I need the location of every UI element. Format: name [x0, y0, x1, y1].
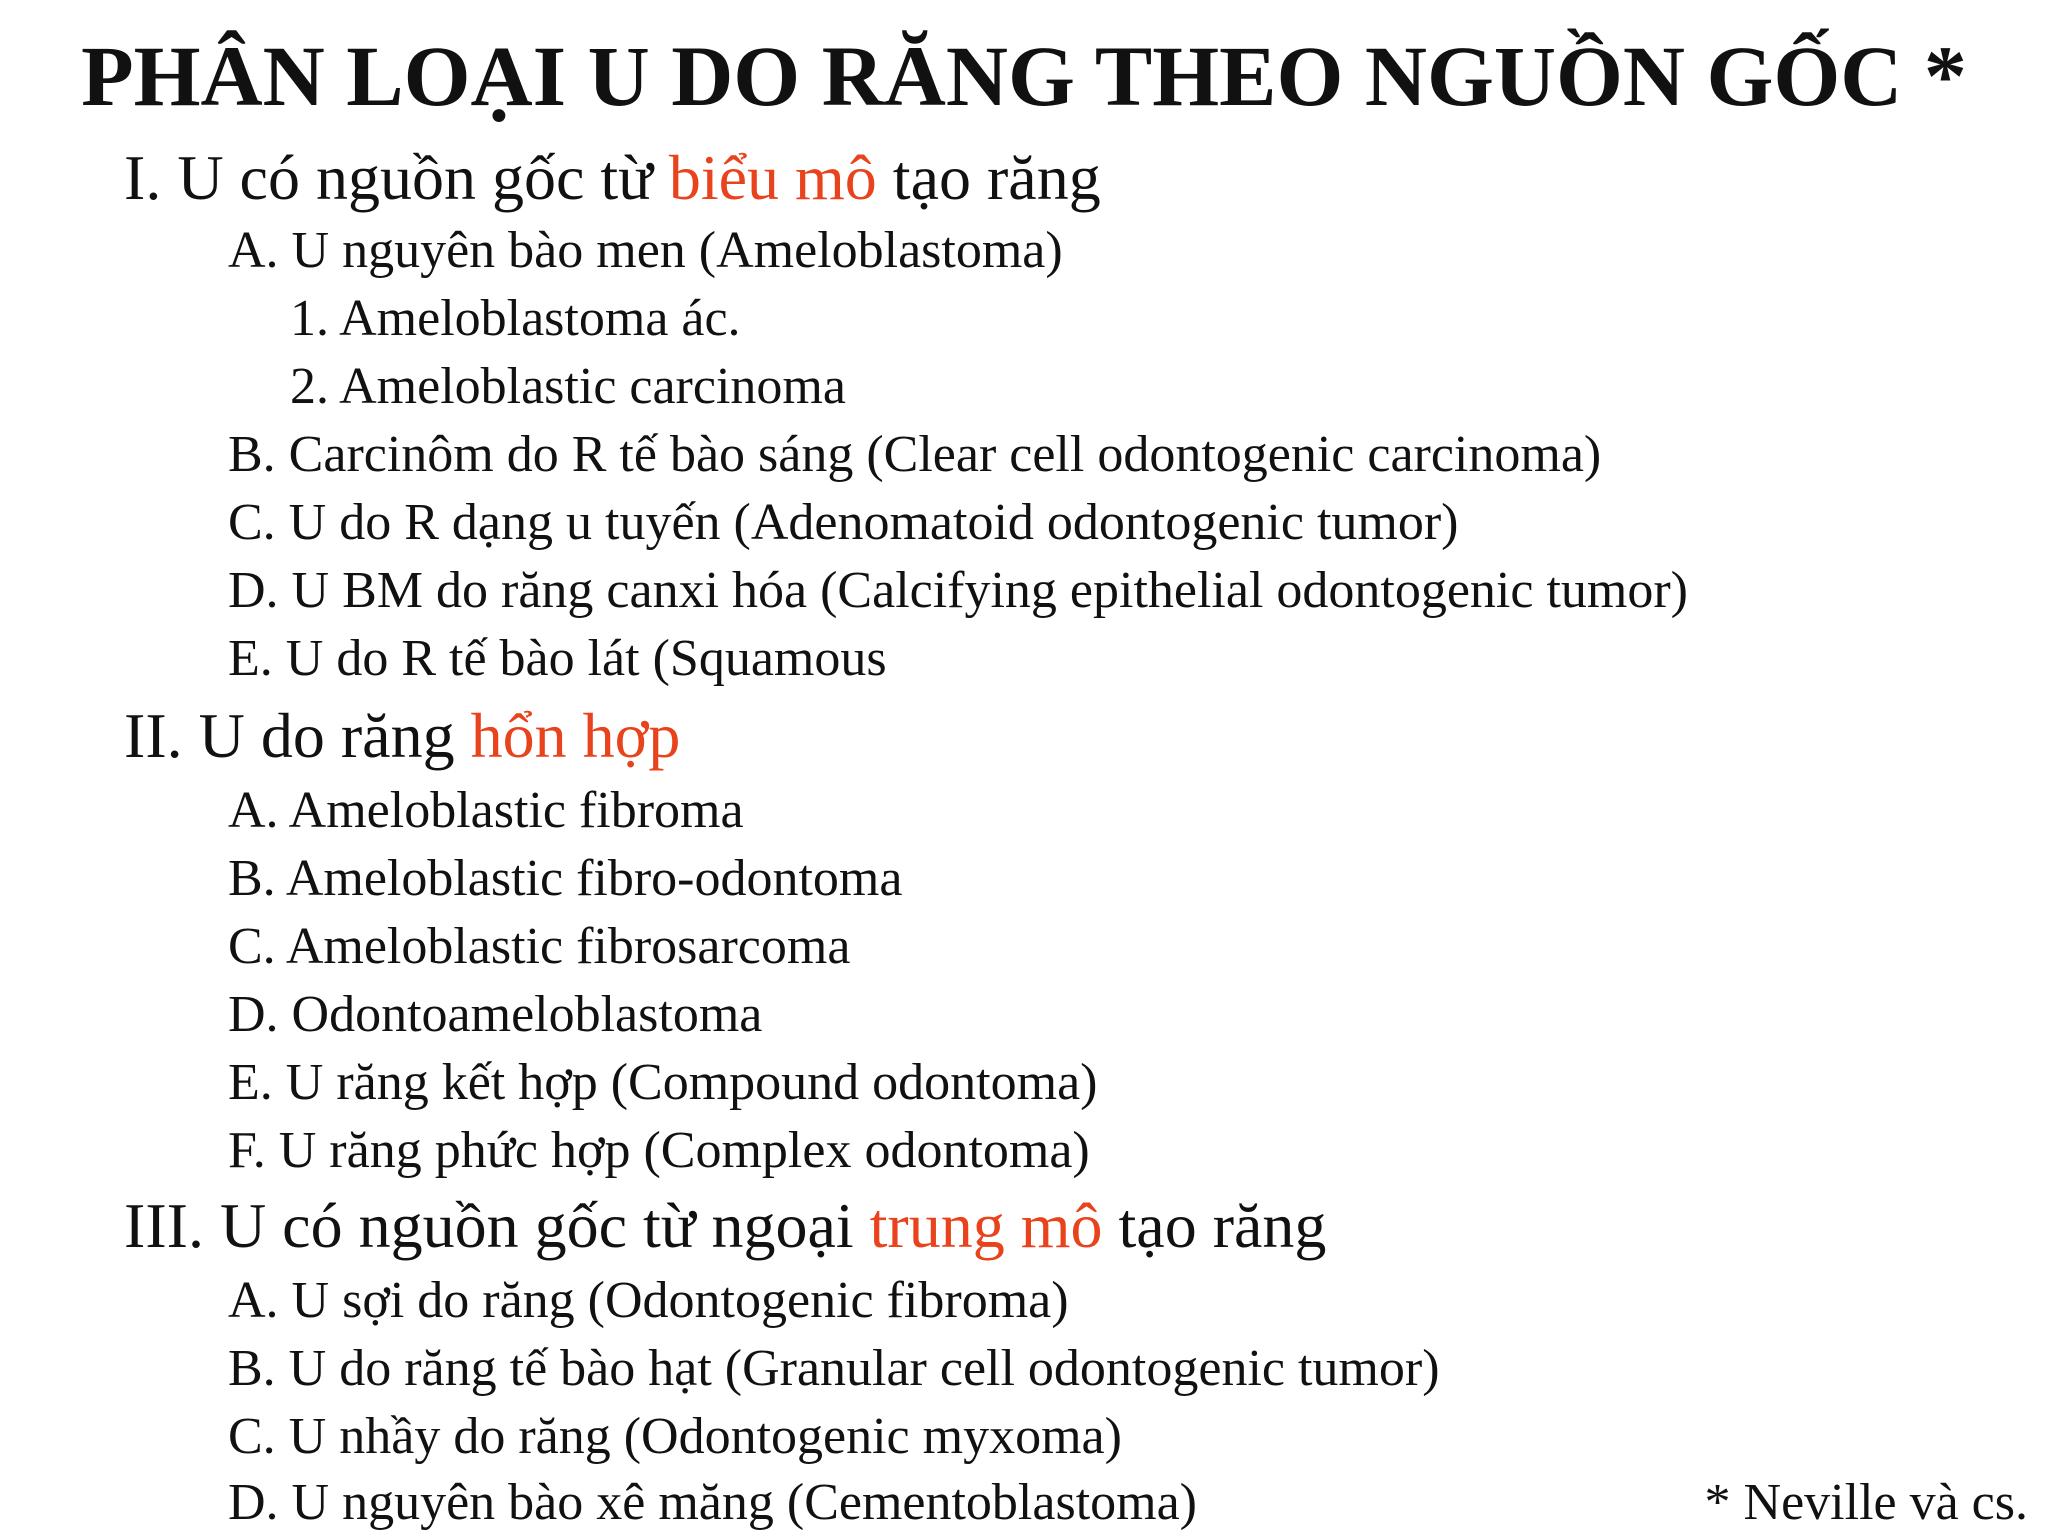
section-heading-suffix: tạo răng: [876, 142, 1101, 213]
section-heading-highlight: trung mô: [869, 1190, 1103, 1261]
list-item: D. Odontoameloblastoma: [228, 986, 763, 1043]
list-item: A. U nguyên bào men (Ameloblastoma): [228, 222, 1063, 279]
section-heading-prefix: III. U có nguồn gốc từ ngoại: [124, 1190, 870, 1261]
list-item: C. U nhầy do răng (Odontogenic myxoma): [228, 1408, 1122, 1465]
page-title: PHÂN LOẠI U DO RĂNG THEO NGUỒN GỐC *: [81, 28, 1967, 124]
list-item: B. Ameloblastic fibro-odontoma: [228, 850, 903, 907]
section-heading-mixed: [124, 696, 680, 776]
list-subitem: 1. Ameloblastoma ác.: [290, 290, 741, 347]
list-item: A. Ameloblastic fibroma: [228, 782, 744, 839]
list-item: B. U do răng tế bào hạt (Granular cell odontogenic tumor): [228, 1340, 1440, 1397]
section-heading-suffix: tạo răng: [1102, 1190, 1327, 1261]
list-item: F. U răng phức hợp (Complex odontoma): [228, 1122, 1090, 1179]
list-item: D. U BM do răng canxi hóa (Calcifying epithelial odontogenic tumor): [228, 562, 1688, 619]
section-heading-prefix: II. U do răng: [124, 700, 471, 771]
list-item: A. U sợi do răng (Odontogenic fibroma): [228, 1272, 1069, 1329]
list-item: E. U răng kết hợp (Compound odontoma): [228, 1054, 1098, 1111]
section-heading-highlight: hổn hợp: [470, 700, 681, 771]
section-heading-highlight: biểu mô: [668, 142, 877, 213]
list-item: B. Carcinôm do R tế bào sáng (Clear cell odontogenic carcinoma): [228, 426, 1602, 483]
list-item: C. U do R dạng u tuyến (Adenomatoid odontogenic tumor): [228, 494, 1459, 551]
list-item: E. U do R tế bào lát (Squamous: [228, 630, 887, 687]
section-heading-mesenchymal: [124, 1186, 1326, 1266]
list-item: D. U nguyên bào xê măng (Cementoblastoma): [228, 1474, 1197, 1531]
section-heading-epithelial: [124, 138, 1101, 218]
citation-footnote: * Neville và cs.: [1704, 1474, 2028, 1531]
list-item: C. Ameloblastic fibrosarcoma: [228, 918, 851, 975]
list-subitem: 2. Ameloblastic carcinoma: [290, 358, 846, 415]
section-heading-prefix: I. U có nguồn gốc từ: [124, 142, 669, 213]
